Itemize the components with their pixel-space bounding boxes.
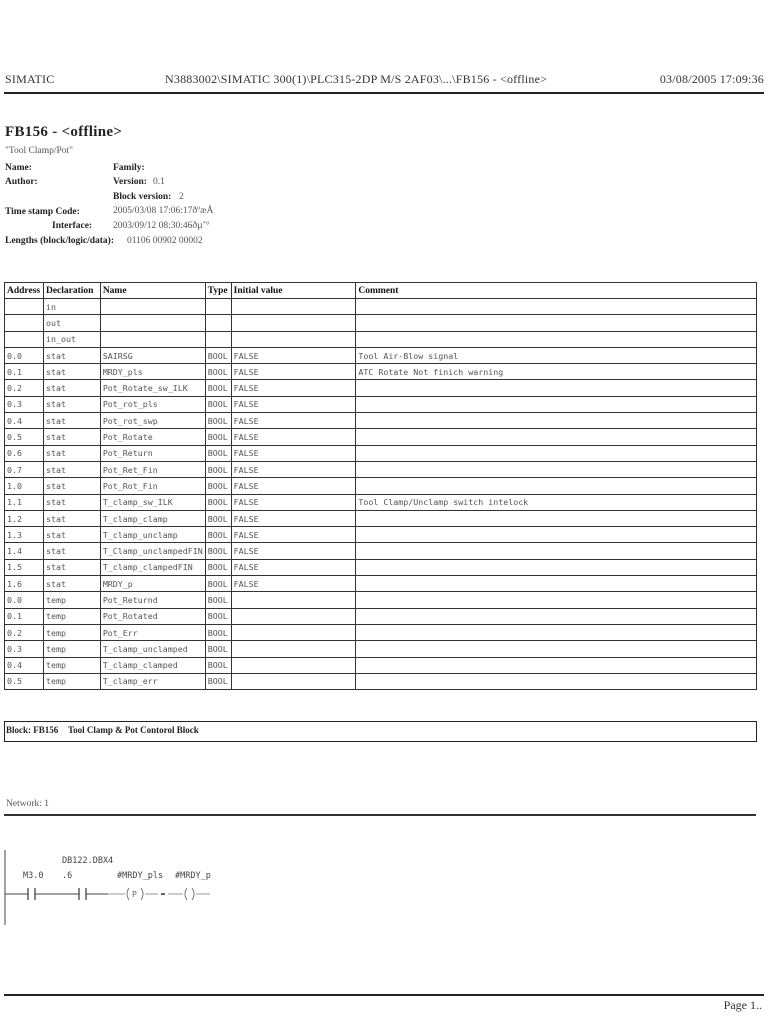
cell-type: BOOL <box>205 624 231 640</box>
cell-name: Pot_Return <box>100 445 205 461</box>
coil2-label: #MRDY_p <box>175 871 211 881</box>
table-header-row <box>5 283 757 299</box>
table-row <box>5 461 757 477</box>
cell-address: 0.1 <box>5 364 44 380</box>
timestamp-code: 2005/03/08 17:06:17ðºæÅ <box>113 206 214 216</box>
cell-comment <box>356 331 757 347</box>
table-row <box>5 299 757 315</box>
cell-address: 0.2 <box>5 380 44 396</box>
block-box-label: Block: FB156 <box>6 725 59 735</box>
cell-comment: ATC Rotate Not finich warning <box>356 364 757 380</box>
cell-comment <box>356 624 757 640</box>
cell-declaration: stat <box>43 347 100 363</box>
author-label: Author: <box>5 177 38 187</box>
cell-declaration: temp <box>43 592 100 608</box>
cell-initial-value <box>231 657 356 673</box>
table-row <box>5 347 757 363</box>
col-header-comment: Comment <box>356 283 757 299</box>
cell-name: T_clamp_clamped <box>100 657 205 673</box>
table-row <box>5 641 757 657</box>
cell-comment <box>356 592 757 608</box>
cell-name: SAIRSG <box>100 347 205 363</box>
cell-initial-value: FALSE <box>231 576 356 592</box>
cell-name: T_clamp_err <box>100 673 205 689</box>
cell-declaration: in_out <box>43 331 100 347</box>
cell-initial-value: FALSE <box>231 445 356 461</box>
cell-name: Pot_Rotated <box>100 608 205 624</box>
cell-name <box>100 331 205 347</box>
cell-name: T_clamp_clampedFIN <box>100 559 205 575</box>
coil-p-icon <box>108 888 165 900</box>
table-row <box>5 331 757 347</box>
cell-name: T_clamp_unclamp <box>100 527 205 543</box>
table-row <box>5 364 757 380</box>
cell-comment <box>356 299 757 315</box>
cell-name: T_clamp_unclamped <box>100 641 205 657</box>
cell-name: T_clamp_clamp <box>100 510 205 526</box>
cell-initial-value: FALSE <box>231 461 356 477</box>
cell-type: BOOL <box>205 673 231 689</box>
cell-type: BOOL <box>205 494 231 510</box>
table-row <box>5 445 757 461</box>
cell-initial-value: FALSE <box>231 413 356 429</box>
block-box <box>4 721 757 742</box>
contact2-label-top: DB122.DBX4 <box>62 856 114 866</box>
footer-divider <box>4 994 764 996</box>
table-row <box>5 576 757 592</box>
cell-address: 0.2 <box>5 624 44 640</box>
cell-comment <box>356 673 757 689</box>
cell-declaration: stat <box>43 478 100 494</box>
cell-initial-value <box>231 673 356 689</box>
network-divider <box>4 814 756 816</box>
cell-declaration: stat <box>43 413 100 429</box>
cell-comment <box>356 510 757 526</box>
cell-declaration: stat <box>43 396 100 412</box>
table-row <box>5 673 757 689</box>
cell-comment <box>356 478 757 494</box>
cell-type <box>205 315 231 331</box>
header-app-name: SIMATIC <box>5 72 55 86</box>
cell-initial-value: FALSE <box>231 494 356 510</box>
cell-address: 0.5 <box>5 429 44 445</box>
cell-initial-value: FALSE <box>231 347 356 363</box>
cell-declaration: stat <box>43 559 100 575</box>
cell-comment <box>356 641 757 657</box>
cell-initial-value: FALSE <box>231 543 356 559</box>
cell-initial-value: FALSE <box>231 478 356 494</box>
table-row <box>5 510 757 526</box>
coil-output-icon <box>168 888 210 900</box>
cell-address <box>5 331 44 347</box>
cell-type: BOOL <box>205 608 231 624</box>
cell-declaration: temp <box>43 673 100 689</box>
cell-comment <box>356 315 757 331</box>
cell-name: Pot_Err <box>100 624 205 640</box>
cell-comment <box>356 396 757 412</box>
cell-address: 1.6 <box>5 576 44 592</box>
cell-declaration: stat <box>43 445 100 461</box>
cell-declaration: stat <box>43 380 100 396</box>
coil1-symbol: P <box>132 890 137 899</box>
cell-declaration: temp <box>43 641 100 657</box>
cell-declaration: stat <box>43 527 100 543</box>
cell-type <box>205 299 231 315</box>
cell-name: T_clamp_sw_ILK <box>100 494 205 510</box>
header-divider <box>4 92 764 94</box>
timestamp-label: Time stamp Code: <box>5 207 80 217</box>
block-version-value: 2 <box>179 192 184 202</box>
cell-address: 1.5 <box>5 559 44 575</box>
cell-declaration: stat <box>43 494 100 510</box>
table-row <box>5 559 757 575</box>
cell-type: BOOL <box>205 657 231 673</box>
table-row <box>5 527 757 543</box>
interface-label: Interface: <box>52 221 93 231</box>
cell-type: BOOL <box>205 413 231 429</box>
cell-address: 0.3 <box>5 396 44 412</box>
col-header-initial-value: Initial value <box>231 283 356 299</box>
cell-declaration: stat <box>43 364 100 380</box>
cell-initial-value <box>231 299 356 315</box>
cell-type: BOOL <box>205 559 231 575</box>
cell-comment <box>356 543 757 559</box>
cell-comment <box>356 380 757 396</box>
cell-type: BOOL <box>205 641 231 657</box>
table-row <box>5 396 757 412</box>
cell-address: 0.4 <box>5 657 44 673</box>
cell-declaration: temp <box>43 624 100 640</box>
version-label: Version: <box>113 177 147 187</box>
cell-declaration: temp <box>43 657 100 673</box>
cell-comment <box>356 657 757 673</box>
table-row <box>5 429 757 445</box>
cell-type: BOOL <box>205 347 231 363</box>
declaration-table <box>4 282 757 690</box>
cell-initial-value <box>231 641 356 657</box>
cell-name: Pot_Rotate_sw_ILK <box>100 380 205 396</box>
cell-initial-value <box>231 624 356 640</box>
cell-name: MRDY_pls <box>100 364 205 380</box>
cell-address: 0.0 <box>5 592 44 608</box>
contact-db122-icon <box>60 888 108 900</box>
cell-initial-value: FALSE <box>231 510 356 526</box>
network-label: Network: 1 <box>6 799 50 809</box>
cell-comment: Tool Clamp/Unclamp switch intelock <box>356 494 757 510</box>
cell-initial-value: FALSE <box>231 559 356 575</box>
cell-declaration: stat <box>43 429 100 445</box>
cell-type: BOOL <box>205 543 231 559</box>
table-row <box>5 657 757 673</box>
cell-type: BOOL <box>205 445 231 461</box>
cell-address: 0.3 <box>5 641 44 657</box>
cell-declaration: stat <box>43 576 100 592</box>
cell-type: BOOL <box>205 364 231 380</box>
cell-type: BOOL <box>205 461 231 477</box>
name-label: Name: <box>5 163 32 173</box>
cell-comment <box>356 413 757 429</box>
cell-address: 0.7 <box>5 461 44 477</box>
cell-name: Pot_rot_swp <box>100 413 205 429</box>
cell-type: BOOL <box>205 396 231 412</box>
cell-initial-value: FALSE <box>231 364 356 380</box>
cell-type: BOOL <box>205 478 231 494</box>
ladder-rung <box>0 845 230 925</box>
cell-name: Pot_Returnd <box>100 592 205 608</box>
cell-initial-value <box>231 608 356 624</box>
cell-address: 0.4 <box>5 413 44 429</box>
lengths-value: 01106 00902 00002 <box>127 236 203 246</box>
cell-address: 0.0 <box>5 347 44 363</box>
header-timestamp: 03/08/2005 17:09:36 <box>659 72 764 86</box>
lengths-label: Lengths (block/logic/data): <box>5 236 114 246</box>
page-title: FB156 - <offline> <box>5 124 123 140</box>
cell-declaration: out <box>43 315 100 331</box>
cell-initial-value: FALSE <box>231 527 356 543</box>
cell-declaration: temp <box>43 608 100 624</box>
cell-initial-value: FALSE <box>231 429 356 445</box>
cell-name <box>100 315 205 331</box>
cell-name: Pot_Ret_Fin <box>100 461 205 477</box>
family-label: Family: <box>113 163 145 173</box>
contact-m3-0-icon <box>5 888 60 900</box>
cell-comment <box>356 429 757 445</box>
version-value: 0.1 <box>153 177 165 187</box>
cell-comment <box>356 445 757 461</box>
cell-name: Pot_Rot_Fin <box>100 478 205 494</box>
cell-initial-value <box>231 331 356 347</box>
cell-address: 1.0 <box>5 478 44 494</box>
table-row <box>5 413 757 429</box>
page-number: Page 1.. <box>723 998 762 1012</box>
cell-declaration: stat <box>43 461 100 477</box>
col-header-declaration: Declaration <box>43 283 100 299</box>
table-row <box>5 624 757 640</box>
cell-name: Pot_rot_pls <box>100 396 205 412</box>
cell-type: BOOL <box>205 592 231 608</box>
cell-comment: Tool Air-Blow signal <box>356 347 757 363</box>
cell-type: BOOL <box>205 429 231 445</box>
cell-name <box>100 299 205 315</box>
table-row <box>5 592 757 608</box>
cell-address: 1.1 <box>5 494 44 510</box>
cell-comment <box>356 576 757 592</box>
cell-initial-value: FALSE <box>231 380 356 396</box>
cell-type: BOOL <box>205 527 231 543</box>
cell-address: 0.1 <box>5 608 44 624</box>
contact2-label-bottom: .6 <box>62 871 73 881</box>
cell-name: T_Clamp_unclampedFIN <box>100 543 205 559</box>
table-row <box>5 380 757 396</box>
cell-type: BOOL <box>205 510 231 526</box>
header-path: N3883002\SIMATIC 300(1)\PLC315-2DP M/S 2AF03\...\FB156 - <offline> <box>165 72 548 86</box>
cell-address: 1.2 <box>5 510 44 526</box>
cell-address: 0.5 <box>5 673 44 689</box>
cell-type: BOOL <box>205 576 231 592</box>
col-header-name: Name <box>100 283 205 299</box>
cell-address <box>5 315 44 331</box>
cell-declaration: stat <box>43 510 100 526</box>
cell-name: Pot_Rotate <box>100 429 205 445</box>
col-header-type: Type <box>205 283 231 299</box>
cell-comment <box>356 608 757 624</box>
coil1-label: #MRDY_pls <box>117 871 164 881</box>
interface-value: 2003/09/12 08:30:46ðµˆ° <box>113 221 210 231</box>
contact1-label: M3.0 <box>23 871 44 881</box>
cell-declaration: in <box>43 299 100 315</box>
table-row <box>5 608 757 624</box>
cell-address: 1.4 <box>5 543 44 559</box>
cell-type: BOOL <box>205 380 231 396</box>
cell-comment <box>356 559 757 575</box>
block-box-description: Tool Clamp & Pot Contorol Block <box>68 725 199 735</box>
col-header-address: Address <box>5 283 44 299</box>
block-subtitle: "Tool Clamp/Pot" <box>5 146 74 156</box>
table-row <box>5 478 757 494</box>
cell-comment <box>356 527 757 543</box>
cell-address: 0.6 <box>5 445 44 461</box>
cell-declaration: stat <box>43 543 100 559</box>
table-row <box>5 494 757 510</box>
cell-address <box>5 299 44 315</box>
block-version-label: Block version: <box>113 192 172 202</box>
cell-initial-value <box>231 592 356 608</box>
cell-type <box>205 331 231 347</box>
cell-initial-value <box>231 315 356 331</box>
table-row <box>5 543 757 559</box>
cell-comment <box>356 461 757 477</box>
cell-initial-value: FALSE <box>231 396 356 412</box>
table-row <box>5 315 757 331</box>
cell-name: MRDY_p <box>100 576 205 592</box>
cell-address: 1.3 <box>5 527 44 543</box>
